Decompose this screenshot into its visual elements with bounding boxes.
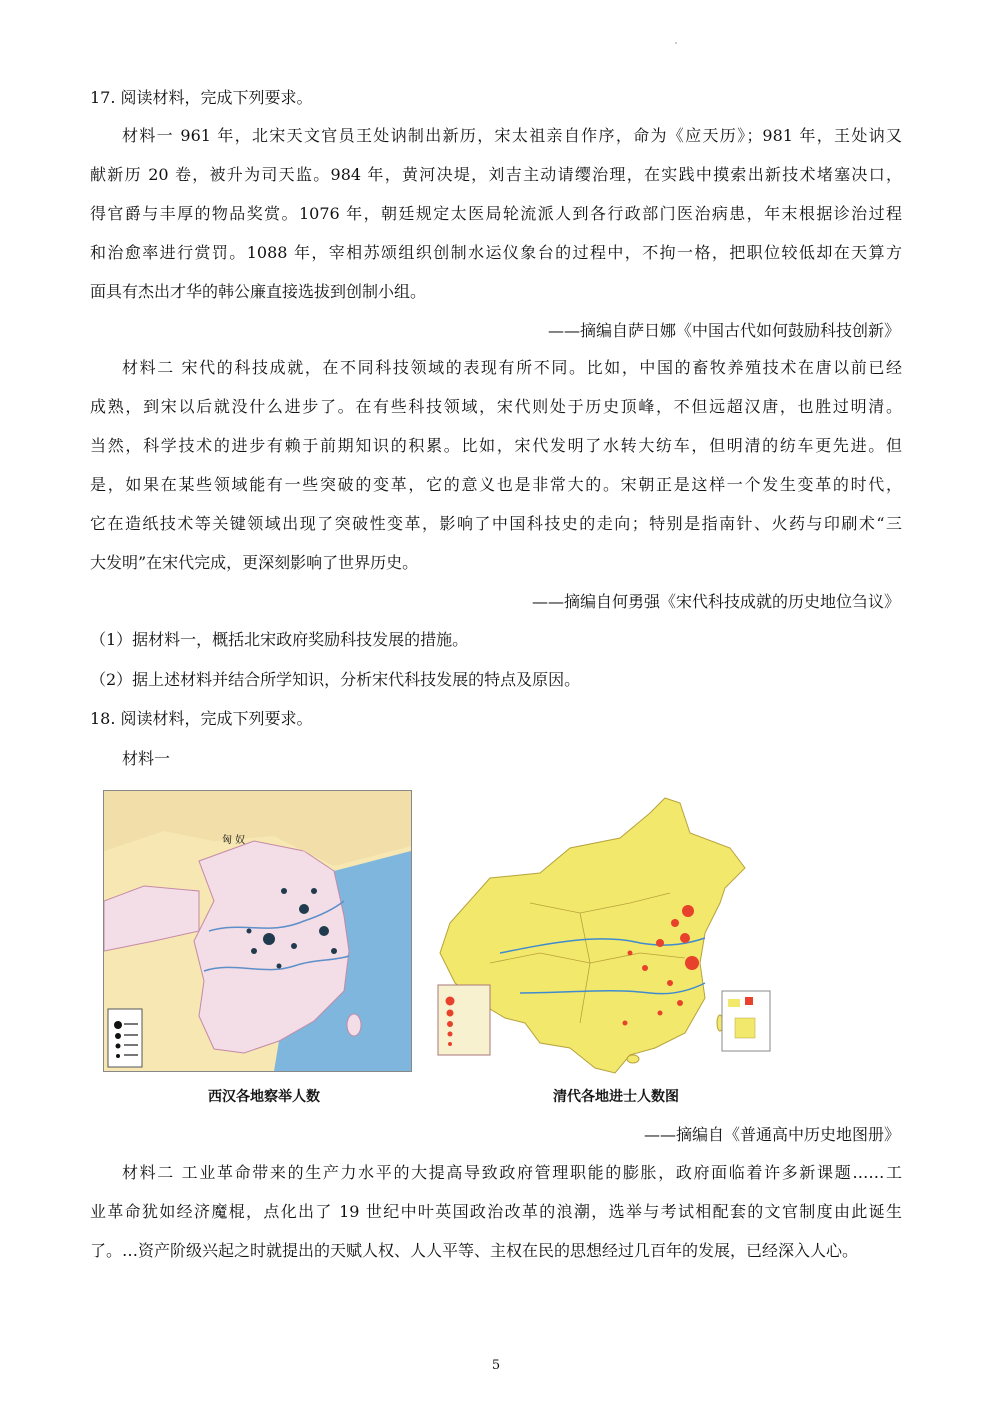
q17-m1-line: 献新历 20 卷，被升为司天监。984 年，黄河决堤，刘吉主动请缨治理，在实践中摸索出新技术堵塞决口， — [90, 165, 902, 184]
q17-m1-source: ——摘编自萨日娜《中国古代如何鼓励科技创新》 — [547, 321, 900, 340]
q17-m1-line: 和治愈率进行赏罚。1088 年，宰相苏颂组织创制水运仪象台的过程中，不拘一格，把职位较低却在天算方 — [90, 243, 902, 262]
q17-m2-line: 是，如果在某些领域能有一些突破的变革，它的意义也是非常大的。宋朝正是这样一个发生变革的时代， — [90, 475, 902, 494]
q18-maps-source: ——摘编自《普通高中历史地图册》 — [643, 1125, 900, 1144]
q18-m2-line: 材料二 工业革命带来的生产力水平的大提高导致政府管理职能的膨胀，政府面临着许多新课题……工 — [122, 1163, 902, 1182]
qing-map-graphic — [430, 793, 775, 1080]
q17-m2-line: 它在造纸技术等关键领域出现了突破性变革，影响了中国科技史的走向；特别是指南针、火药与印刷术“三 — [90, 514, 902, 533]
western-han-map-graphic — [104, 791, 411, 1071]
western-han-map — [103, 790, 412, 1072]
map1-caption: 西汉各地察举人数 — [208, 1089, 320, 1105]
q17-m2-line: 材料二 宋代的科技成就，在不同科技领域的表现有所不同。比如，中国的畜牧养殖技术在唐以前已经 — [122, 358, 902, 377]
q17-heading: 17. 阅读材料，完成下列要求。 — [90, 88, 313, 107]
qing-map — [430, 793, 775, 1080]
q18-m1-label: 材料一 — [122, 749, 171, 768]
page-number: 5 — [491, 1358, 501, 1373]
q17-m1-line: 面具有杰出才华的韩公廉直接选拔到创制小组。 — [90, 282, 427, 301]
q18-m2-line: 业革命犹如经济魔棍，点化出了 19 世纪中叶英国政治改革的浪潮，选举与考试相配套的文官制度由此诞生 — [90, 1202, 902, 1221]
q17-m2-line: 大发明”在宋代完成，更深刻影响了世界历史。 — [90, 553, 419, 572]
q17-m2-line: 成熟，到宋以后就没什么进步了。在有些科技领域，宋代则处于历史顶峰，不但远超汉唐，也胜过明清。 — [90, 397, 902, 416]
map1-region-label: 匈 奴 — [222, 835, 246, 846]
q17-sub2: （2）据上述材料并结合所学知识，分析宋代科技发展的特点及原因。 — [90, 670, 581, 689]
q17-sub1: （1）据材料一，概括北宋政府奖励科技发展的措施。 — [90, 630, 469, 649]
dot-mark — [675, 42, 677, 44]
q17-m2-source: ——摘编自何勇强《宋代科技成就的历史地位刍议》 — [531, 592, 900, 611]
map2-caption: 清代各地进士人数图 — [553, 1089, 679, 1105]
q17-m1-line: 材料一 961 年，北宋天文官员王处讷制出新历，宋太祖亲自作序，命为《应天历》；981 年，王处讷又 — [122, 126, 902, 145]
q17-m1-line: 得官爵与丰厚的物品奖赏。1076 年，朝廷规定太医局轮流派人到各行政部门医治病患，年末根据诊治过程 — [90, 204, 902, 223]
q17-m2-line: 当然，科学技术的进步有赖于前期知识的积累。比如，宋代发明了水转大纺车，但明清的纺车更先进。但 — [90, 436, 902, 455]
q18-m2-line: 了。…资产阶级兴起之时就提出的天赋人权、人人平等、主权在民的思想经过几百年的发展，已经深入人心。 — [90, 1241, 859, 1260]
q18-heading: 18. 阅读材料，完成下列要求。 — [90, 709, 313, 728]
